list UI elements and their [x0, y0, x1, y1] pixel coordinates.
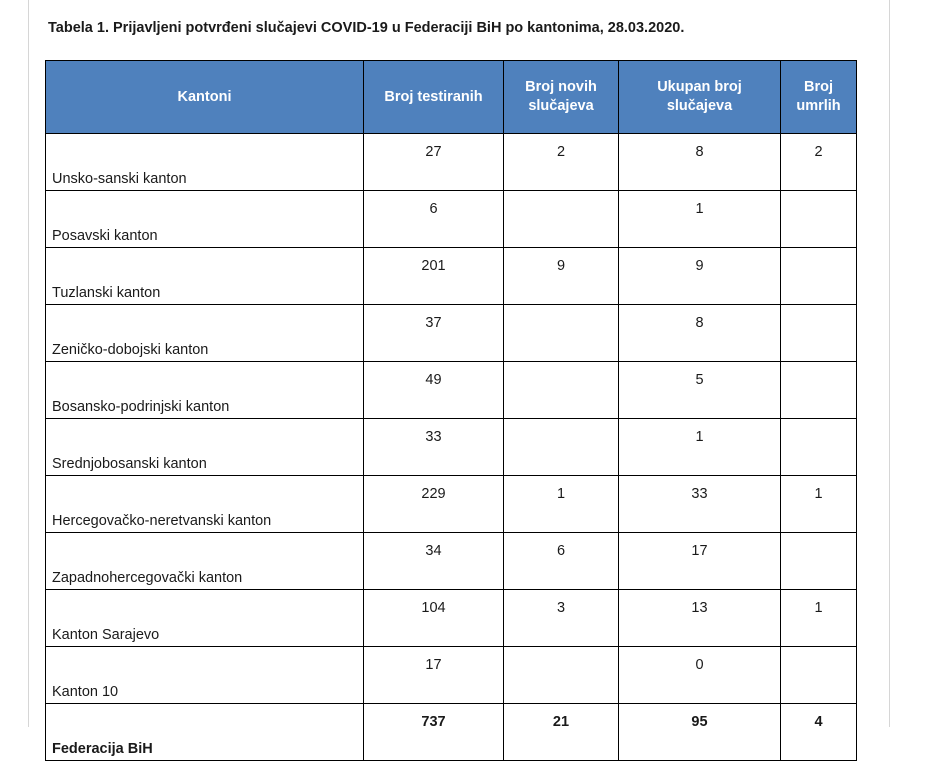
cell-testirani: 201: [364, 248, 504, 305]
header-broj-testiranih: Broj testiranih: [364, 61, 504, 134]
cell-ukupno: 1: [619, 191, 781, 248]
table-row: [46, 305, 857, 362]
total-kanton: Federacija BiH: [46, 704, 364, 761]
cell-testirani: 104: [364, 590, 504, 647]
cell-testirani: 33: [364, 419, 504, 476]
cell-testirani: 49: [364, 362, 504, 419]
cell-kanton: Zeničko-dobojski kanton: [46, 305, 364, 362]
cell-umrli: 1: [781, 476, 857, 533]
cell-novi: [504, 362, 619, 419]
cell-novi: [504, 305, 619, 362]
cell-ukupno: 0: [619, 647, 781, 704]
covid-cases-table: [45, 60, 857, 761]
cell-umrli: [781, 305, 857, 362]
cell-kanton: Zapadnohercegovački kanton: [46, 533, 364, 590]
cell-kanton: Bosansko-podrinjski kanton: [46, 362, 364, 419]
table-row: [46, 362, 857, 419]
table-row: [46, 134, 857, 191]
cell-umrli: [781, 191, 857, 248]
cell-ukupno: 8: [619, 305, 781, 362]
cell-kanton: Posavski kanton: [46, 191, 364, 248]
cell-novi: 3: [504, 590, 619, 647]
cell-umrli: 1: [781, 590, 857, 647]
cell-umrli: [781, 362, 857, 419]
header-ukupan-broj-slucajeva: Ukupan broj slučajeva: [619, 61, 781, 134]
cell-novi: 1: [504, 476, 619, 533]
cell-kanton: Hercegovačko-neretvanski kanton: [46, 476, 364, 533]
cell-testirani: 229: [364, 476, 504, 533]
table-row: [46, 647, 857, 704]
cell-ukupno: 8: [619, 134, 781, 191]
cell-kanton: Unsko-sanski kanton: [46, 134, 364, 191]
cell-testirani: 27: [364, 134, 504, 191]
table-header-row: [46, 61, 857, 134]
table-row: [46, 476, 857, 533]
cell-novi: 2: [504, 134, 619, 191]
cell-testirani: 37: [364, 305, 504, 362]
table-row: [46, 191, 857, 248]
cell-umrli: [781, 419, 857, 476]
table-total-row: [46, 704, 857, 761]
cell-umrli: [781, 248, 857, 305]
cell-novi: [504, 191, 619, 248]
cell-ukupno: 33: [619, 476, 781, 533]
cell-ukupno: 1: [619, 419, 781, 476]
table-title: Tabela 1. Prijavljeni potvrđeni slučajevi COVID-19 u Federaciji BiH po kantonima, 28.03.2020.: [48, 20, 685, 36]
total-ukupno: 95: [619, 704, 781, 761]
table-row: [46, 248, 857, 305]
cell-kanton: Srednjobosanski kanton: [46, 419, 364, 476]
cell-ukupno: 17: [619, 533, 781, 590]
table-row: [46, 590, 857, 647]
cell-testirani: 6: [364, 191, 504, 248]
total-testirani: 737: [364, 704, 504, 761]
cell-umrli: 2: [781, 134, 857, 191]
cell-ukupno: 5: [619, 362, 781, 419]
cell-kanton: Tuzlanski kanton: [46, 248, 364, 305]
cell-testirani: 34: [364, 533, 504, 590]
total-novi: 21: [504, 704, 619, 761]
header-broj-umrlih: Broj umrlih: [781, 61, 857, 134]
cell-ukupno: 9: [619, 248, 781, 305]
cell-umrli: [781, 533, 857, 590]
cell-novi: 9: [504, 248, 619, 305]
cell-testirani: 17: [364, 647, 504, 704]
header-kantoni: Kantoni: [46, 61, 364, 134]
cell-novi: [504, 419, 619, 476]
cell-ukupno: 13: [619, 590, 781, 647]
header-broj-novih-slucajeva: Broj novih slučajeva: [504, 61, 619, 134]
total-umrli: 4: [781, 704, 857, 761]
table-row: [46, 419, 857, 476]
cell-novi: 6: [504, 533, 619, 590]
cell-umrli: [781, 647, 857, 704]
table-row: [46, 533, 857, 590]
cell-kanton: Kanton Sarajevo: [46, 590, 364, 647]
cell-kanton: Kanton 10: [46, 647, 364, 704]
cell-novi: [504, 647, 619, 704]
